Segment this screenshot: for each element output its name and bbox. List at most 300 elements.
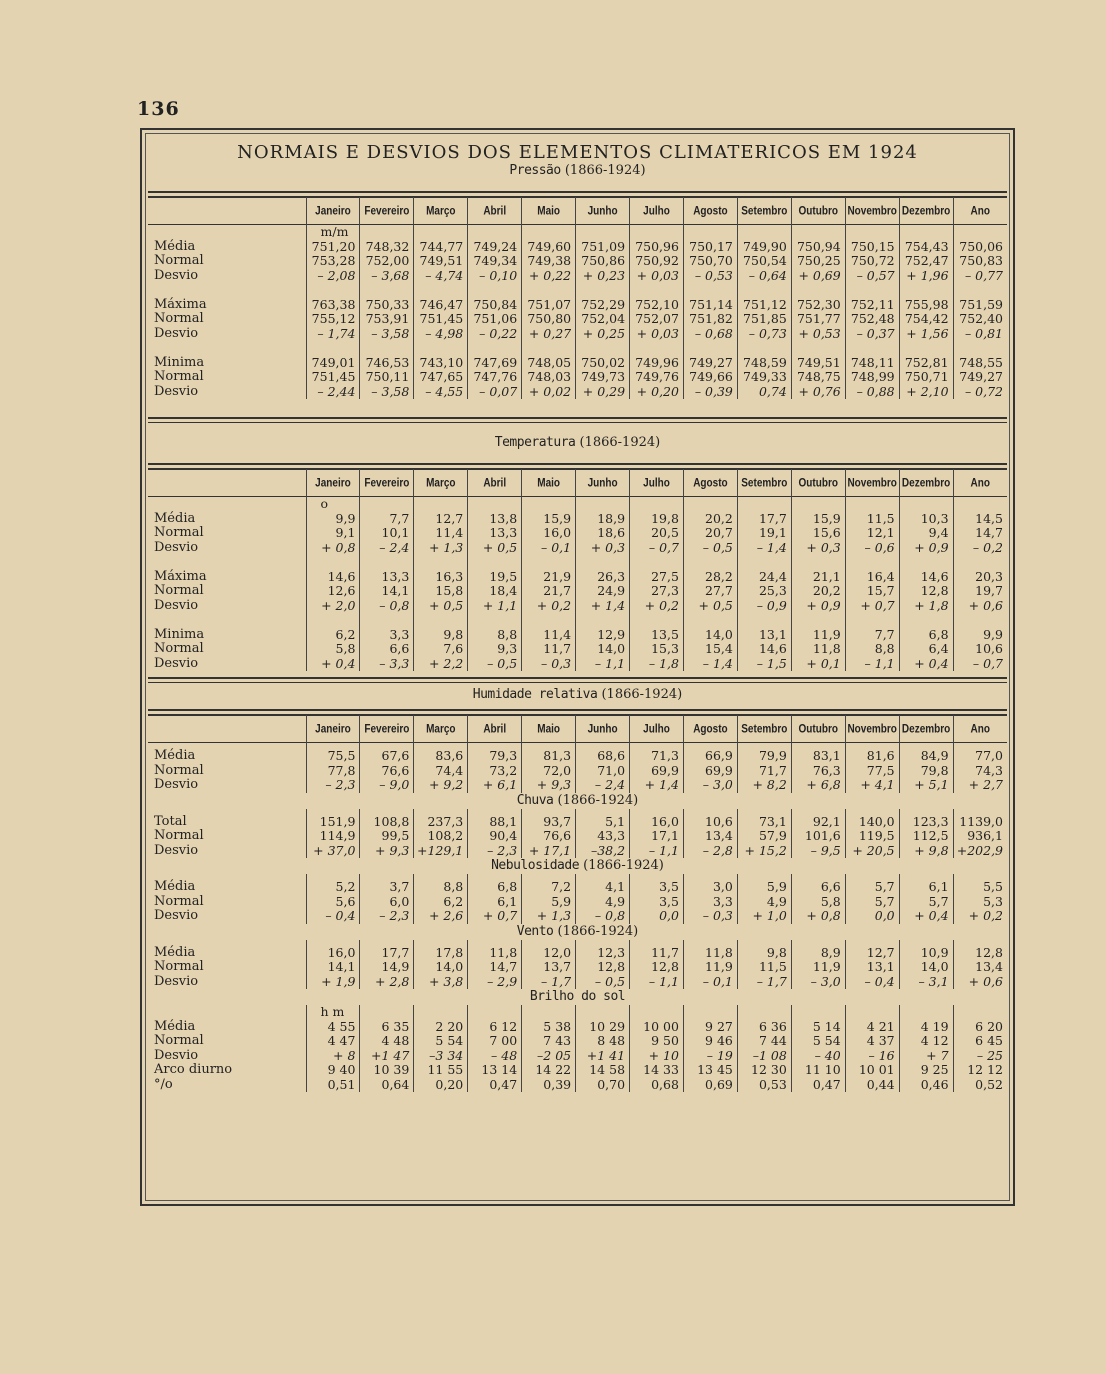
table-row <box>148 657 1007 672</box>
table-cell: – 0,6 <box>845 541 899 556</box>
table-cell: 13,4 <box>683 829 737 844</box>
table-cell: +1 47 <box>360 1049 414 1064</box>
table-cell: + 0,23 <box>576 269 630 284</box>
table-cell: 10,6 <box>683 815 737 830</box>
table-row <box>148 778 1007 793</box>
table-cell: 3,3 <box>683 895 737 910</box>
table-cell: 10 00 <box>630 1020 684 1035</box>
table-cell: – 3,58 <box>360 327 414 342</box>
row-label: Normal <box>154 641 204 656</box>
table-cell: 8,8 <box>468 628 522 643</box>
table-cell: 140,0 <box>845 815 899 830</box>
column-header-8: Setembro <box>737 467 791 499</box>
table-cell: – 0,88 <box>845 385 899 400</box>
table-row <box>148 298 1007 313</box>
table-cell: 15,7 <box>845 584 899 599</box>
unit-label: h m <box>306 1005 360 1020</box>
table-cell: 11 55 <box>414 1063 468 1078</box>
table-cell: + 1,0 <box>737 909 791 924</box>
table-cell: 3,5 <box>630 880 684 895</box>
table-cell: – 0,81 <box>953 327 1007 342</box>
table-cell: – 9,5 <box>791 844 845 859</box>
table-cell: 76,3 <box>791 764 845 779</box>
table-cell: + 2,2 <box>414 657 468 672</box>
table-cell: – 1,74 <box>306 327 360 342</box>
table-cell: – 0,22 <box>468 327 522 342</box>
table-cell: 77,0 <box>953 749 1007 764</box>
table-cell: 5,1 <box>576 815 630 830</box>
table-cell: 6,4 <box>899 642 953 657</box>
table-cell: 750,80 <box>522 312 576 327</box>
table-cell: 13,5 <box>630 628 684 643</box>
table-cell: + 1,4 <box>576 599 630 614</box>
table-cell: + 0,76 <box>791 385 845 400</box>
table-cell: 4,9 <box>737 895 791 910</box>
column-header-2: Março <box>414 195 468 227</box>
table-cell: 13,7 <box>522 960 576 975</box>
table-cell: + 1,56 <box>899 327 953 342</box>
table-cell: 749,27 <box>683 356 737 371</box>
table-cell: – 0,10 <box>468 269 522 284</box>
table-cell: 11,7 <box>630 946 684 961</box>
table-cell: 90,4 <box>468 829 522 844</box>
table-cell: 11,4 <box>522 628 576 643</box>
column-header-10: Novembro <box>845 713 899 745</box>
table-cell: – 2,4 <box>360 541 414 556</box>
table-cell: 14,6 <box>899 570 953 585</box>
table-cell: 13,1 <box>845 960 899 975</box>
row-label: Normal <box>154 583 204 598</box>
column-header-12: Ano <box>953 195 1007 227</box>
table-cell: – 1,4 <box>683 657 737 672</box>
table-cell: 0,46 <box>899 1078 953 1093</box>
table-cell: 752,40 <box>953 312 1007 327</box>
table-cell: 1139,0 <box>953 815 1007 830</box>
table-cell: +202,9 <box>953 844 1007 859</box>
row-label: Minima <box>154 626 205 642</box>
table-cell: –3 34 <box>414 1049 468 1064</box>
table-cell: 14,0 <box>414 960 468 975</box>
table-cell: 108,2 <box>414 829 468 844</box>
table-cell: 9,4 <box>899 526 953 541</box>
table-cell: 750,94 <box>791 240 845 255</box>
table-pressao <box>148 197 1007 399</box>
table-cell: 18,4 <box>468 584 522 599</box>
table-cell: 13,8 <box>468 512 522 527</box>
table-cell: + 0,22 <box>522 269 576 284</box>
table-cell: 5,8 <box>791 895 845 910</box>
table-cell: 5,7 <box>845 880 899 895</box>
table-cell: 752,47 <box>899 254 953 269</box>
table-cell: + 1,1 <box>468 599 522 614</box>
table-cell: 3,3 <box>360 628 414 643</box>
row-label: °/o <box>154 1076 173 1092</box>
page-title: NORMAIS E DESVIOS DOS ELEMENTOS CLIMATERICOS EM 1924 <box>237 142 918 163</box>
table-cell: 748,99 <box>845 370 899 385</box>
table-cell: 83,6 <box>414 749 468 764</box>
table-cell: + 1,3 <box>522 909 576 924</box>
table-cell: + 1,3 <box>414 541 468 556</box>
table-cell: 755,12 <box>306 312 360 327</box>
column-header-7: Agosto <box>683 713 737 745</box>
table-cell: – 0,53 <box>683 269 737 284</box>
table-cell: 10 29 <box>576 1020 630 1035</box>
table-cell: 746,53 <box>360 356 414 371</box>
table-cell: + 0,8 <box>791 909 845 924</box>
table-cell: 57,9 <box>737 829 791 844</box>
table-cell: – 1,5 <box>737 657 791 672</box>
table-cell: 750,33 <box>360 298 414 313</box>
table-cell: 6,2 <box>306 628 360 643</box>
table-cell: –1 08 <box>737 1049 791 1064</box>
table-cell: 5,6 <box>306 895 360 910</box>
table-cell: 6 36 <box>737 1020 791 1035</box>
table-cell: – 0,7 <box>953 657 1007 672</box>
column-header-12: Ano <box>953 467 1007 499</box>
table-cell: – 2,3 <box>360 909 414 924</box>
table-cell: 11,9 <box>683 960 737 975</box>
table-cell: 26,3 <box>576 570 630 585</box>
table-cell: 79,8 <box>899 764 953 779</box>
table-cell: – 0,57 <box>845 269 899 284</box>
table-cell: 4 48 <box>360 1034 414 1049</box>
table-cell: 5,8 <box>306 642 360 657</box>
table-cell: 3,7 <box>360 880 414 895</box>
table-row <box>148 975 1007 990</box>
table-cell: 93,7 <box>522 815 576 830</box>
table-cell: 14,0 <box>576 642 630 657</box>
table-cell: 13,4 <box>953 960 1007 975</box>
table-cell: + 0,6 <box>953 975 1007 990</box>
table-cell: 746,47 <box>414 298 468 313</box>
table-cell: + 2,0 <box>306 599 360 614</box>
table-row <box>148 254 1007 269</box>
table-cell: 14,0 <box>683 628 737 643</box>
table-cell: + 1,9 <box>306 975 360 990</box>
table-cell: 752,04 <box>576 312 630 327</box>
table-cell: 750,86 <box>576 254 630 269</box>
table-cell: 6,2 <box>414 895 468 910</box>
table-cell: + 0,2 <box>522 599 576 614</box>
table-cell: 14,6 <box>306 570 360 585</box>
table-cell: 74,3 <box>953 764 1007 779</box>
table-cell: 754,43 <box>899 240 953 255</box>
table-cell: 5,9 <box>522 895 576 910</box>
table-cell: – 3,0 <box>683 778 737 793</box>
table-cell: 751,09 <box>576 240 630 255</box>
table-cell: 5,3 <box>953 895 1007 910</box>
table-cell: 4,1 <box>576 880 630 895</box>
column-header-10: Novembro <box>845 467 899 499</box>
table-cell: 12,7 <box>845 946 899 961</box>
section-title-nebulosidade: Nebulosidade (1866-1924) <box>491 858 664 873</box>
table-cell: 12,3 <box>576 946 630 961</box>
table-cell: 9,9 <box>953 628 1007 643</box>
table-cell: 88,1 <box>468 815 522 830</box>
table-cell: + 0,53 <box>791 327 845 342</box>
table-cell: – 0,7 <box>630 541 684 556</box>
table-cell: – 3,58 <box>360 385 414 400</box>
table-row <box>148 764 1007 779</box>
table-cell: 5,7 <box>845 895 899 910</box>
column-header-0: Janeiro <box>306 195 360 227</box>
table-row <box>148 1020 1007 1035</box>
row-label: Arco diurno <box>154 1062 233 1077</box>
table-cell: 67,6 <box>360 749 414 764</box>
table-cell: + 20,5 <box>845 844 899 859</box>
table-cell: 749,33 <box>737 370 791 385</box>
table-cell: 0,53 <box>737 1078 791 1093</box>
column-header-12: Ano <box>953 713 1007 745</box>
table-cell: 6,0 <box>360 895 414 910</box>
table-cell: 3,0 <box>683 880 737 895</box>
table-cell: + 0,9 <box>899 541 953 556</box>
table-cell: 12,6 <box>306 584 360 599</box>
table-cell: 14 22 <box>522 1063 576 1078</box>
column-header-9: Outubro <box>791 467 845 499</box>
table-cell: 21,7 <box>522 584 576 599</box>
table-cell: 749,38 <box>522 254 576 269</box>
table-cell: 81,6 <box>845 749 899 764</box>
table-cell: 750,83 <box>953 254 1007 269</box>
table-cell: 0,0 <box>845 909 899 924</box>
column-header-10: Novembro <box>845 195 899 227</box>
table-cell: 12,8 <box>953 946 1007 961</box>
table-cell: 0,0 <box>630 909 684 924</box>
table-cell: 0,47 <box>468 1078 522 1093</box>
table-row <box>148 599 1007 614</box>
table-cell: 14 33 <box>630 1063 684 1078</box>
table-cell: + 3,8 <box>414 975 468 990</box>
table-cell: – 2,8 <box>683 844 737 859</box>
table-row <box>148 312 1007 327</box>
table-cell: – 3,3 <box>360 657 414 672</box>
table-cell: + 0,4 <box>899 657 953 672</box>
table-cell: 11 10 <box>791 1063 845 1078</box>
table-cell: 14,6 <box>737 642 791 657</box>
column-header-6: Julho <box>630 467 684 499</box>
row-label: Desvio <box>154 655 199 671</box>
table-row <box>148 240 1007 255</box>
table-cell: – 0,8 <box>360 599 414 614</box>
table-cell: + 1,8 <box>899 599 953 614</box>
table-cell: – 0,5 <box>576 975 630 990</box>
table-cell: 749,73 <box>576 370 630 385</box>
table-row <box>148 815 1007 830</box>
table-cell: + 10 <box>630 1049 684 1064</box>
table-cell: 20,2 <box>683 512 737 527</box>
table-cell: 751,06 <box>468 312 522 327</box>
table-cell: 0,74 <box>737 385 791 400</box>
table-cell: – 1,7 <box>737 975 791 990</box>
table-cell: – 25 <box>953 1049 1007 1064</box>
row-label: Normal <box>154 311 204 326</box>
column-header-2: Março <box>414 467 468 499</box>
table-cell: 71,3 <box>630 749 684 764</box>
table-row <box>148 895 1007 910</box>
table-cell: 9 27 <box>683 1020 737 1035</box>
table-cell: – 9,0 <box>360 778 414 793</box>
row-label: Minima <box>154 354 205 370</box>
table-cell: 84,9 <box>899 749 953 764</box>
table-cell: 750,11 <box>360 370 414 385</box>
table-cell: 753,91 <box>360 312 414 327</box>
table-cell: 119,5 <box>845 829 899 844</box>
table-row <box>148 385 1007 400</box>
table-cell: 11,4 <box>414 526 468 541</box>
table-cell: 14,7 <box>953 526 1007 541</box>
table-cell: –38,2 <box>576 844 630 859</box>
table-cell: 13 14 <box>468 1063 522 1078</box>
table-cell: – 1,4 <box>737 541 791 556</box>
table-cell: – 4,55 <box>414 385 468 400</box>
table-cell: + 9,8 <box>899 844 953 859</box>
table-cell: – 3,68 <box>360 269 414 284</box>
table-cell: 751,77 <box>791 312 845 327</box>
row-label: Desvio <box>154 267 199 283</box>
table-cell: 12 12 <box>953 1063 1007 1078</box>
table-cell: 749,27 <box>953 370 1007 385</box>
section-title-temperatura: Temperatura (1866-1924) <box>494 435 661 450</box>
table-cell: 10,1 <box>360 526 414 541</box>
table-cell: 5,7 <box>899 895 953 910</box>
table-cell: 4 47 <box>306 1034 360 1049</box>
table-cell: – 48 <box>468 1049 522 1064</box>
table-cell: 10 39 <box>360 1063 414 1078</box>
table-cell: 748,05 <box>522 356 576 371</box>
table-cell: 3,5 <box>630 895 684 910</box>
row-label: Normal <box>154 253 204 268</box>
table-cell: 12,0 <box>522 946 576 961</box>
table-cell: 24,4 <box>737 570 791 585</box>
table-cell: – 0,3 <box>522 657 576 672</box>
table-cell: + 0,3 <box>791 541 845 556</box>
table-cell: + 2,7 <box>953 778 1007 793</box>
table-cell: 9 25 <box>899 1063 953 1078</box>
table-cell: 0,47 <box>791 1078 845 1093</box>
table-cell: 743,10 <box>414 356 468 371</box>
page-number: 136 <box>137 98 180 120</box>
table-cell: 79,3 <box>468 749 522 764</box>
table-cell: 101,6 <box>791 829 845 844</box>
table-cell: 750,06 <box>953 240 1007 255</box>
table-cell: 15,9 <box>522 512 576 527</box>
table-cell: 19,8 <box>630 512 684 527</box>
row-label: Desvio <box>154 777 199 792</box>
table-cell: 749,51 <box>414 254 468 269</box>
table-humidade <box>148 715 1007 793</box>
table-cell: + 0,7 <box>468 909 522 924</box>
table-cell: 0,68 <box>630 1078 684 1093</box>
table-cell: – 0,73 <box>737 327 791 342</box>
table-cell: +129,1 <box>414 844 468 859</box>
table-cell: + 0,25 <box>576 327 630 342</box>
table-cell: – 0,4 <box>306 909 360 924</box>
table-cell: 749,96 <box>630 356 684 371</box>
column-header-4: Maio <box>522 713 576 745</box>
table-cell: – 1,7 <box>522 975 576 990</box>
table-cell: 7,2 <box>522 880 576 895</box>
table-cell: 750,54 <box>737 254 791 269</box>
table-cell: 92,1 <box>791 815 845 830</box>
table-cell: 10 01 <box>845 1063 899 1078</box>
column-header-0: Janeiro <box>306 713 360 745</box>
table-cell: 17,7 <box>360 946 414 961</box>
table-cell: 751,07 <box>522 298 576 313</box>
table-cell: 749,51 <box>791 356 845 371</box>
table-cell: 14,0 <box>899 960 953 975</box>
table-cell: + 0,5 <box>468 541 522 556</box>
row-label: Normal <box>154 369 204 384</box>
table-cell: 5,5 <box>953 880 1007 895</box>
table-cell: 15,3 <box>630 642 684 657</box>
table-cell: 14,5 <box>953 512 1007 527</box>
table-cell: 8,8 <box>845 642 899 657</box>
row-label: Desvio <box>154 383 199 399</box>
table-cell: 11,5 <box>845 512 899 527</box>
table-cell: – 0,3 <box>683 909 737 924</box>
table-cell: – 0,1 <box>683 975 737 990</box>
table-cell: 14,9 <box>360 960 414 975</box>
table-temperatura <box>148 469 1007 671</box>
row-label: Média <box>154 1018 196 1034</box>
table-cell: 12 30 <box>737 1063 791 1078</box>
row-label: Normal <box>154 762 204 778</box>
column-header-8: Setembro <box>737 195 791 227</box>
table-cell: – 0,72 <box>953 385 1007 400</box>
table-cell: + 6,8 <box>791 778 845 793</box>
table-cell: 7,7 <box>360 512 414 527</box>
table-cell: 11,9 <box>791 960 845 975</box>
table-cell: 9,8 <box>414 628 468 643</box>
table-cell: 71,7 <box>737 764 791 779</box>
table-cell: – 0,64 <box>737 269 791 284</box>
table-cell: 11,5 <box>737 960 791 975</box>
table-cell: 4 37 <box>845 1034 899 1049</box>
table-cell: 69,9 <box>630 764 684 779</box>
table-cell: 11,7 <box>522 642 576 657</box>
table-cell: 14,1 <box>306 960 360 975</box>
table-cell: 73,2 <box>468 764 522 779</box>
table-cell: 747,65 <box>414 370 468 385</box>
table-cell: + 8 <box>306 1049 360 1064</box>
unit-label: m/m <box>306 225 360 240</box>
table-cell: 68,6 <box>576 749 630 764</box>
row-label: Máxima <box>154 296 207 312</box>
table-cell: + 8,2 <box>737 778 791 793</box>
table-cell: 5 54 <box>414 1034 468 1049</box>
table-cell: 748,59 <box>737 356 791 371</box>
table-cell: 8 48 <box>576 1034 630 1049</box>
table-cell: 7 43 <box>522 1034 576 1049</box>
table-cell: + 7 <box>899 1049 953 1064</box>
table-cell: 750,71 <box>899 370 953 385</box>
section-title-brilho: Brilho do sol <box>529 989 626 1004</box>
table-cell: 28,2 <box>683 570 737 585</box>
column-header-11: Dezembro <box>899 195 953 227</box>
row-label: Média <box>154 238 196 254</box>
table-row <box>148 642 1007 657</box>
unit-label: o <box>306 497 360 512</box>
row-label: Média <box>154 879 196 894</box>
table-cell: 8,9 <box>791 946 845 961</box>
column-header-5: Junho <box>576 713 630 745</box>
table-cell: 9 46 <box>683 1034 737 1049</box>
column-header-3: Abril <box>468 195 522 227</box>
table-cell: – 2,3 <box>306 778 360 793</box>
table-cell: 752,07 <box>630 312 684 327</box>
table-cell: 6,6 <box>791 880 845 895</box>
